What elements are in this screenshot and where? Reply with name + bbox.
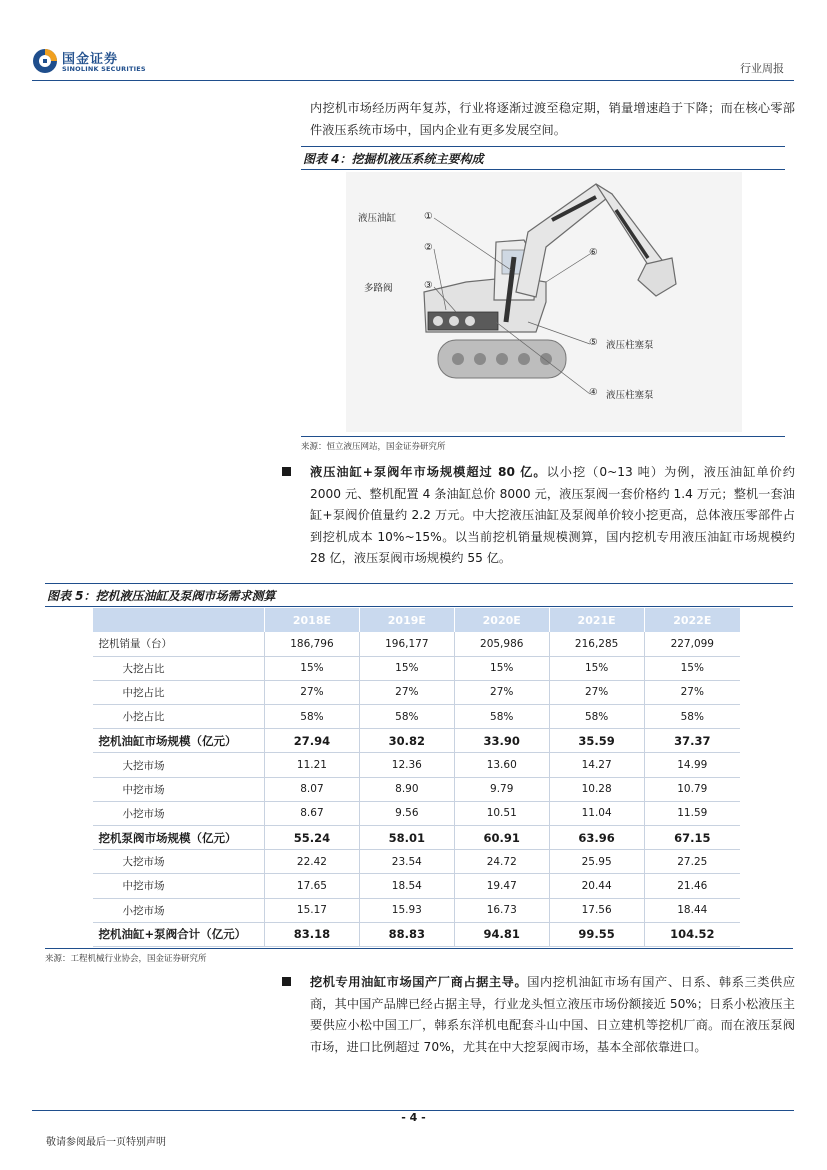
page-number: - 4 - bbox=[401, 1111, 426, 1124]
table-row bbox=[93, 826, 741, 850]
table-cell: 13.60 bbox=[454, 753, 549, 777]
bullet-text bbox=[310, 972, 795, 1058]
table-cell: 10.51 bbox=[454, 801, 549, 825]
table-cell: 15% bbox=[644, 656, 740, 680]
table-cell: 104.52 bbox=[644, 922, 740, 946]
table-cell: 8.07 bbox=[265, 777, 360, 801]
marker-1: ① bbox=[424, 211, 433, 222]
table-cell: 19.47 bbox=[454, 874, 549, 898]
table-row bbox=[93, 874, 741, 898]
table-cell: 12.36 bbox=[359, 753, 454, 777]
table-cell: 8.67 bbox=[265, 801, 360, 825]
table-header-cell bbox=[93, 608, 265, 632]
table-cell: 58% bbox=[644, 705, 740, 729]
label-multi-valve: 多路阀 bbox=[364, 283, 393, 294]
table-cell: 58% bbox=[454, 705, 549, 729]
bullet-heading: 挖机专用油缸市场国产厂商占据主导。 bbox=[310, 975, 528, 989]
table-header-cell: 2019E bbox=[359, 608, 454, 632]
row-label: 挖机油缸市场规模（亿元） bbox=[93, 729, 265, 753]
table-cell: 94.81 bbox=[454, 922, 549, 946]
table-cell: 186,796 bbox=[265, 632, 360, 656]
table-cell: 16.73 bbox=[454, 898, 549, 922]
table-cell: 27% bbox=[549, 680, 644, 704]
table-cell: 27.25 bbox=[644, 850, 740, 874]
excavator-boom bbox=[516, 184, 612, 297]
row-label: 小挖市场 bbox=[93, 801, 265, 825]
table-cell: 58.01 bbox=[359, 826, 454, 850]
marker-3: ③ bbox=[424, 280, 433, 291]
figure4-source: 来源：恒立液压网站，国金证券研究所 bbox=[301, 436, 785, 452]
table-header-cell: 2022E bbox=[644, 608, 740, 632]
bucket-cylinder bbox=[616, 210, 648, 258]
table-cell: 23.54 bbox=[359, 850, 454, 874]
table-row bbox=[93, 922, 741, 946]
table-cell: 58% bbox=[549, 705, 644, 729]
table-body bbox=[93, 632, 741, 946]
table-row bbox=[93, 729, 741, 753]
table-cell: 15% bbox=[265, 656, 360, 680]
table-cell: 11.04 bbox=[549, 801, 644, 825]
table-cell: 227,099 bbox=[644, 632, 740, 656]
table-row bbox=[93, 656, 741, 680]
table-row bbox=[93, 850, 741, 874]
table-cell: 27% bbox=[454, 680, 549, 704]
table-cell: 17.65 bbox=[265, 874, 360, 898]
table-cell: 216,285 bbox=[549, 632, 644, 656]
logo-mark-icon bbox=[32, 48, 58, 74]
table-cell: 27.94 bbox=[265, 729, 360, 753]
table-cell: 88.83 bbox=[359, 922, 454, 946]
table-cell: 14.99 bbox=[644, 753, 740, 777]
marker-5: ⑤ bbox=[589, 337, 598, 348]
table-cell: 18.54 bbox=[359, 874, 454, 898]
table-cell: 33.90 bbox=[454, 729, 549, 753]
table-row bbox=[93, 898, 741, 922]
row-label: 中挖市场 bbox=[93, 874, 265, 898]
header-divider bbox=[32, 80, 794, 81]
table-header-cell: 2021E bbox=[549, 608, 644, 632]
table-cell: 17.56 bbox=[549, 898, 644, 922]
bullet-body: 以小挖（0~13 吨）为例，液压油缸单价约 2000 元、整机配置 4 条油缸总价 8000 元，液压泵阀一套价格约 1.4 万元；整机一套油缸+泵阀价值量约 2.2 万元。中大挖液压油缸及泵阀单价较小挖更高，总体液压零部件占到挖机成本 10%~15%。以当前挖机销量规模测算，国内挖机专用液压油缸市场规模约 28 亿，液压泵阀市场规模约 55 亿。 bbox=[310, 465, 795, 565]
table-cell: 58% bbox=[359, 705, 454, 729]
table-cell: 30.82 bbox=[359, 729, 454, 753]
intro-paragraph: 内挖机市场经历两年复苏，行业将逐渐过渡至稳定期，销量增速趋于下降；而在核心零部件液压系统市场中，国内企业有更多发展空间。 bbox=[310, 101, 795, 137]
page-header bbox=[0, 0, 827, 82]
table-header-cell: 2020E bbox=[454, 608, 549, 632]
table-header-cell: 2018E bbox=[265, 608, 360, 632]
table-row bbox=[93, 801, 741, 825]
table-cell: 20.44 bbox=[549, 874, 644, 898]
table-cell: 205,986 bbox=[454, 632, 549, 656]
table-header-row bbox=[93, 608, 741, 632]
row-label: 小挖占比 bbox=[93, 705, 265, 729]
table-cell: 27% bbox=[644, 680, 740, 704]
row-label: 中挖占比 bbox=[93, 680, 265, 704]
footer-disclaimer: 敬请参阅最后一页特别声明 bbox=[46, 1137, 166, 1148]
report-type-label: 行业周报 bbox=[740, 62, 784, 75]
table-row bbox=[93, 705, 741, 729]
label-hydraulic-cylinder: 液压油缸 bbox=[358, 213, 397, 224]
row-label: 挖机泵阀市场规模（亿元） bbox=[93, 826, 265, 850]
excavator-bucket bbox=[638, 258, 676, 296]
excavator-illustration bbox=[346, 172, 742, 432]
row-label: 大挖市场 bbox=[93, 753, 265, 777]
demand-estimate-table bbox=[92, 608, 740, 947]
table-cell: 14.27 bbox=[549, 753, 644, 777]
table-cell: 83.18 bbox=[265, 922, 360, 946]
company-logo bbox=[32, 48, 152, 78]
table-cell: 10.79 bbox=[644, 777, 740, 801]
table-cell: 27% bbox=[265, 680, 360, 704]
row-label: 大挖占比 bbox=[93, 656, 265, 680]
table-cell: 10.28 bbox=[549, 777, 644, 801]
marker-4: ④ bbox=[589, 387, 598, 398]
table-cell: 9.56 bbox=[359, 801, 454, 825]
table-cell: 9.79 bbox=[454, 777, 549, 801]
figure5-source: 来源：工程机械行业协会，国金证券研究所 bbox=[45, 948, 793, 964]
table-cell: 11.59 bbox=[644, 801, 740, 825]
table-cell: 55.24 bbox=[265, 826, 360, 850]
table-cell: 21.46 bbox=[644, 874, 740, 898]
table-cell: 196,177 bbox=[359, 632, 454, 656]
table-cell: 22.42 bbox=[265, 850, 360, 874]
table-cell: 11.21 bbox=[265, 753, 360, 777]
label-piston-pump-a: 液压柱塞泵 bbox=[606, 340, 654, 351]
row-label: 挖机油缸+泵阀合计（亿元） bbox=[93, 922, 265, 946]
table-row bbox=[93, 632, 741, 656]
excavator-arm bbox=[596, 184, 662, 268]
marker-6: ⑥ bbox=[589, 247, 598, 258]
table-cell: 15.93 bbox=[359, 898, 454, 922]
table-cell: 15.17 bbox=[265, 898, 360, 922]
table-cell: 8.90 bbox=[359, 777, 454, 801]
logo-text-en: SINOLINK SECURITIES bbox=[62, 65, 146, 73]
row-label: 小挖市场 bbox=[93, 898, 265, 922]
bullet-square-icon bbox=[282, 467, 291, 476]
table-cell: 27% bbox=[359, 680, 454, 704]
table-cell: 15% bbox=[549, 656, 644, 680]
logo-text-cn: 国金证券 bbox=[62, 52, 119, 67]
row-label: 挖机销量（台） bbox=[93, 632, 265, 656]
table-row bbox=[93, 680, 741, 704]
figure5-title: 图表 5：挖机液压油缸及泵阀市场需求测算 bbox=[45, 583, 793, 607]
table-cell: 99.55 bbox=[549, 922, 644, 946]
table-cell: 18.44 bbox=[644, 898, 740, 922]
table-cell: 60.91 bbox=[454, 826, 549, 850]
bullet-heading: 液压油缸+泵阀年市场规模超过 80 亿。 bbox=[310, 465, 547, 479]
bullet-square-icon bbox=[282, 977, 291, 986]
marker-2: ② bbox=[424, 242, 433, 253]
table-cell: 15% bbox=[359, 656, 454, 680]
table-row bbox=[93, 753, 741, 777]
table-cell: 15% bbox=[454, 656, 549, 680]
table-cell: 58% bbox=[265, 705, 360, 729]
table-cell: 24.72 bbox=[454, 850, 549, 874]
table-cell: 63.96 bbox=[549, 826, 644, 850]
figure4-title: 图表 4：挖掘机液压系统主要构成 bbox=[301, 146, 785, 170]
table-cell: 37.37 bbox=[644, 729, 740, 753]
label-piston-pump-b: 液压柱塞泵 bbox=[606, 390, 654, 401]
bullet-text bbox=[310, 462, 795, 570]
row-label: 中挖市场 bbox=[93, 777, 265, 801]
table-row bbox=[93, 777, 741, 801]
row-label: 大挖市场 bbox=[93, 850, 265, 874]
excavator-hydraulic-diagram bbox=[346, 172, 742, 432]
bullet-body: 国内挖机油缸市场有国产、日系、韩系三类供应商，其中国产品牌已经占据主导，行业龙头恒立液压市场份额接近 50%；日系小松液压主要供应小松中国工厂，韩系东洋机电配套斗山中国、日立建机等挖机厂商。而在液压泵阀市场，进口比例超过 70%，尤其在中大挖泵阀市场，基本全部依靠进口。 bbox=[310, 975, 796, 1054]
table-cell: 25.95 bbox=[549, 850, 644, 874]
table-cell: 35.59 bbox=[549, 729, 644, 753]
table-cell: 67.15 bbox=[644, 826, 740, 850]
